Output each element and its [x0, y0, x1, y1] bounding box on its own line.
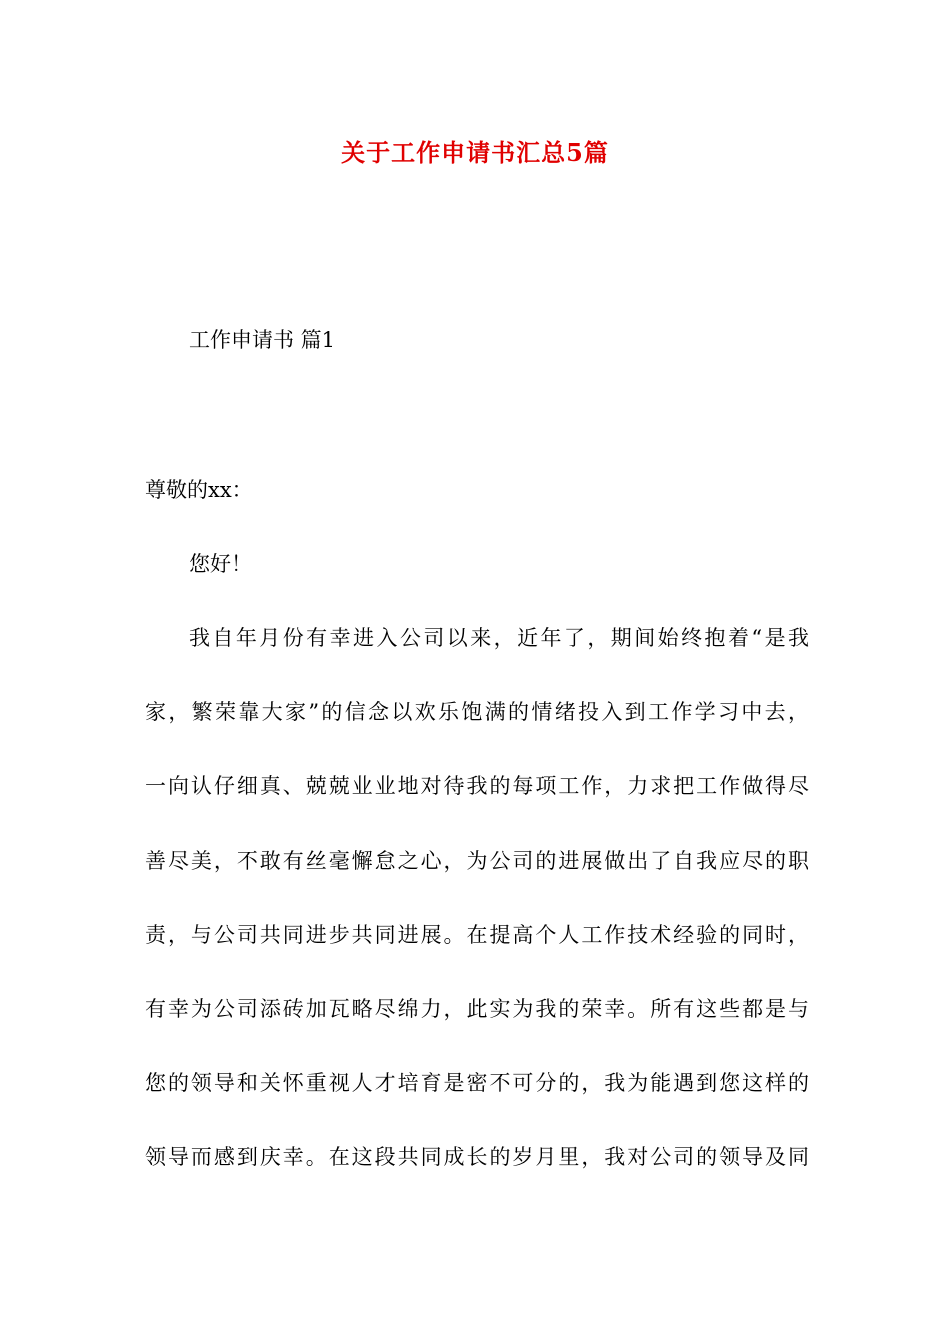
body-line: 一向认仔细真、兢兢业业地对待我的每项工作，力求把工作做得尽: [145, 774, 809, 799]
greeting: 您好！: [189, 552, 252, 576]
body-line: 我自年月份有幸进入公司以来，近年了，期间始终抱着“是我: [189, 626, 809, 650]
document-title: 关于工作申请书汇总5篇: [341, 138, 609, 167]
body-line: 领导而感到庆幸。在这段共同成长的岁月里，我对公司的领导及同: [145, 1145, 809, 1170]
body-paragraph: [145, 620, 809, 1214]
salutation: 尊敬的xx：: [145, 478, 253, 502]
body-line: 有幸为公司添砖加瓦略尽绵力，此实为我的荣幸。所有这些都是与: [145, 996, 809, 1021]
body-line: 家，繁荣靠大家”的信念以欢乐饱满的情绪投入到工作学习中去，: [145, 700, 809, 725]
body-line: 责，与公司共同进步共同进展。在提高个人工作技术经验的同时，: [145, 922, 809, 947]
body-line: 您的领导和关怀重视人才培育是密不可分的，我为能遇到您这样的: [145, 1071, 809, 1096]
body-line: 善尽美，不敢有丝毫懈怠之心，为公司的进展做出了自我应尽的职: [145, 848, 809, 873]
section-heading: 工作申请书 篇1: [189, 328, 336, 352]
